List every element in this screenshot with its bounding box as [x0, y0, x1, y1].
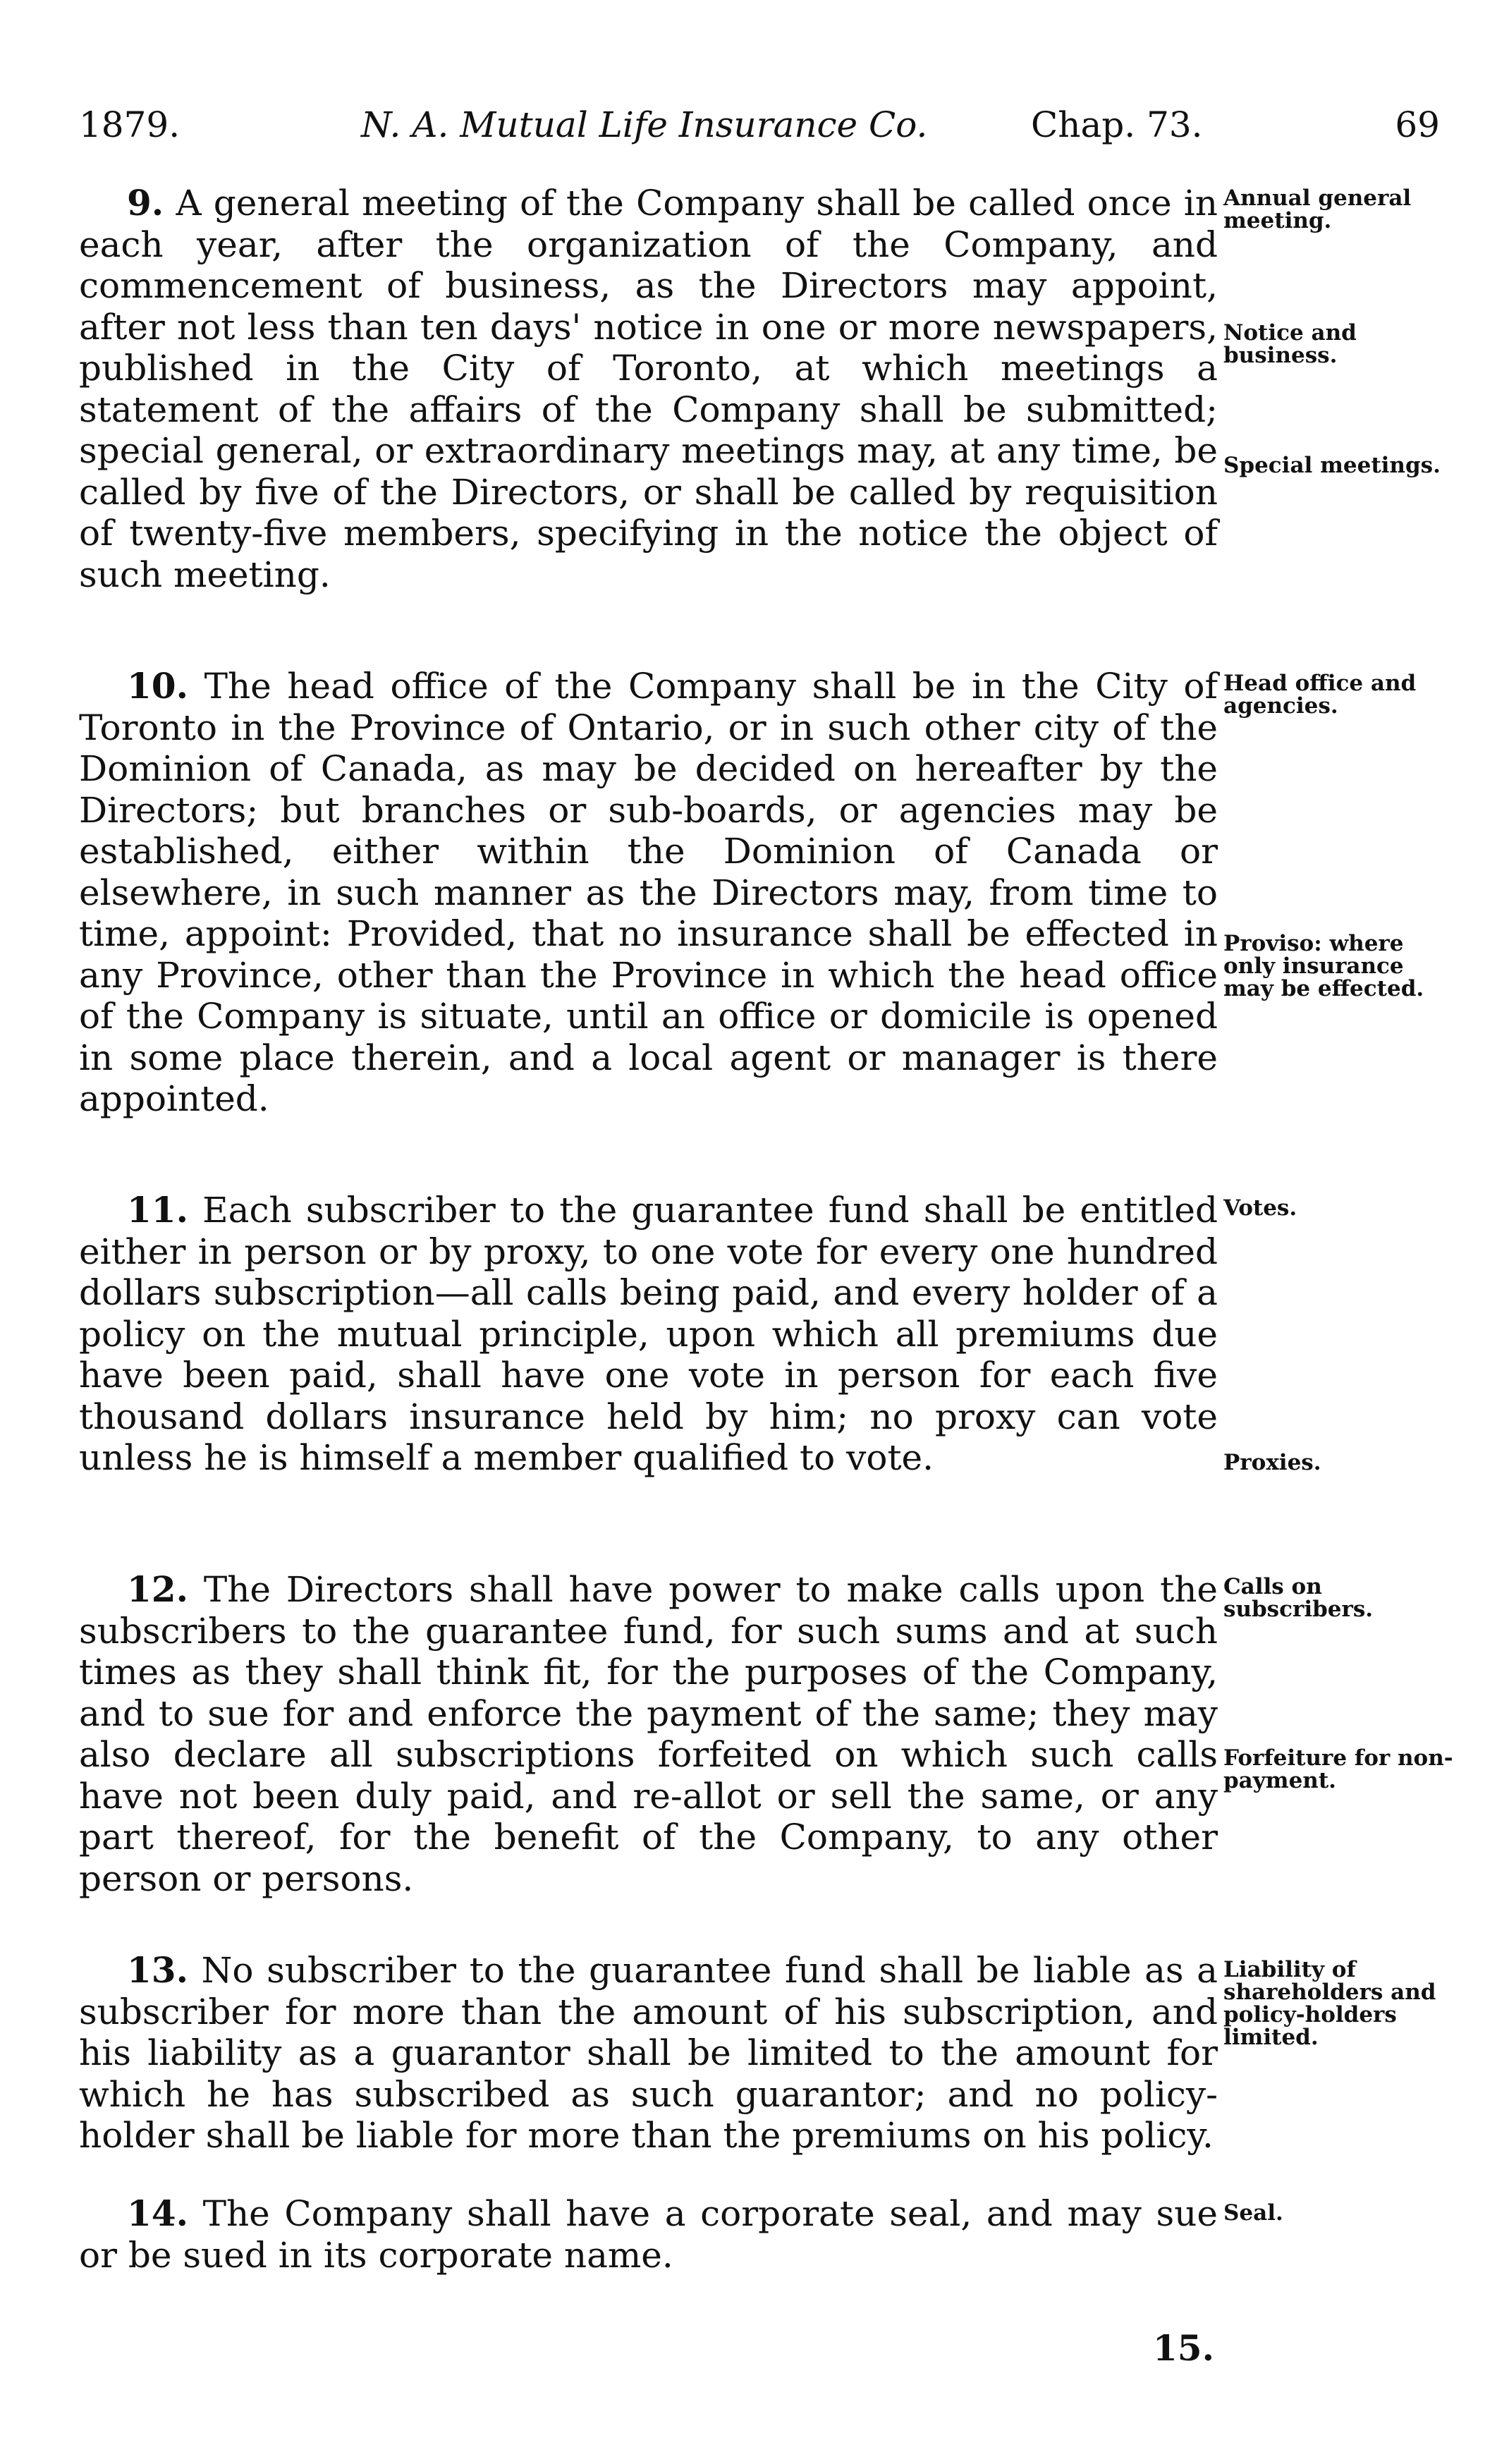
side-note-votes: Votes.	[1223, 1195, 1297, 1221]
section-body: A general meeting of the Company shall be called once in each year, after the organization of the Company, and commencement of business, as the Directors may appoint, after not less than ten days' notice in one or more newspapers, published in the City of Toronto, at which meetings a statement of the affairs of the Company shall be submitted; special general, or extraordinary meetings may, at any time, be called by five of the Directors, or shall be called by requisition of twenty-five members, specifying in the notice the object of such meeting.	[79, 183, 1218, 595]
section-number: 12.	[127, 1568, 188, 1610]
section-11	[79, 1190, 1218, 1479]
section-text	[79, 1190, 1218, 1479]
section-14	[79, 2193, 1218, 2276]
side-note-calls: Calls on subscribers.	[1223, 1574, 1374, 1622]
section-text	[79, 183, 1218, 595]
side-note-liability: Liability of shareholders and policy-holders limited.	[1223, 1957, 1436, 2050]
side-note-forfeiture: Forfeiture for non-payment.	[1223, 1745, 1453, 1793]
section-text	[79, 666, 1218, 1120]
side-note-proxies: Proxies.	[1223, 1450, 1321, 1475]
catchword: 15.	[1153, 2327, 1214, 2369]
side-note-proviso: Proviso: where only insurance may be effected.	[1223, 931, 1424, 1001]
header-year: 1879.	[79, 104, 181, 145]
running-header	[79, 100, 1440, 150]
section-number: 11.	[127, 1189, 188, 1231]
section-9	[79, 183, 1218, 595]
side-note-annual-meeting: Annual general meeting.	[1223, 185, 1412, 233]
header-title: N. A. Mutual Life Insurance Co.	[361, 104, 928, 145]
section-12	[79, 1569, 1218, 1899]
side-note-seal: Seal.	[1223, 2200, 1283, 2226]
section-number: 10.	[127, 665, 188, 707]
section-text	[79, 2193, 1218, 2276]
page-number: 69	[1395, 104, 1440, 145]
side-note-head-office: Head office and agencies.	[1223, 671, 1417, 719]
section-body: The Company shall have a corporate seal, and may sue or be sued in its corporate name.	[79, 2193, 1218, 2276]
section-number: 14.	[127, 2192, 188, 2234]
side-note-notice-business: Notice and business.	[1223, 320, 1357, 368]
section-body: No subscriber to the guarantee fund shall be liable as a subscriber for more than the amount of his subscription, and his liability as a guarantor shall be limited to the amount for which he has subscribed as such guarantor; and no policy-holder shall be liable for more than the premiums on his policy.	[79, 1950, 1218, 2156]
section-text	[79, 1950, 1218, 2157]
section-10	[79, 666, 1218, 1120]
section-number: 13.	[127, 1949, 188, 1991]
section-body: The head office of the Company shall be in the City of Toronto in the Province of Ontario, or in such other city of the Dominion of Canada, as may be decided on hereafter by the Directors; but branches or sub-boards, or agencies may be established, either within the Dominion of Canada or elsewhere, in such manner as the Directors may, from time to time, appoint: Provided, that no insurance shall be effected in any Province, other than the Province in which the head office of the Company is situate, until an office or domicile is opened in some place therein, and a local agent or manager is there appointed.	[79, 666, 1218, 1119]
section-13	[79, 1950, 1218, 2157]
section-number: 9.	[127, 182, 164, 224]
section-text	[79, 1569, 1218, 1899]
section-body: Each subscriber to the guarantee fund shall be entitled either in person or by proxy, to one vote for every one hundred dollars subscription—all calls being paid, and every holder of a policy on the mutual principle, upon which all premiums due have been paid, shall have one vote in person for each five thousand dollars insurance held by him; no proxy can vote unless he is himself a member qualified to vote.	[79, 1190, 1218, 1478]
section-body: The Directors shall have power to make calls upon the subscribers to the guarantee fund, for such sums and at such times as they shall think fit, for the purposes of the Company, and to sue for and enforce the payment of the same; they may also declare all subscriptions forfeited on which such calls have not been duly paid, and re-allot or sell the same, or any part thereof, for the benefit of the Company, to any other person or persons.	[79, 1569, 1218, 1899]
side-note-special-meetings: Special meetings.	[1223, 453, 1441, 478]
header-chapter: Chap. 73.	[1031, 104, 1203, 145]
